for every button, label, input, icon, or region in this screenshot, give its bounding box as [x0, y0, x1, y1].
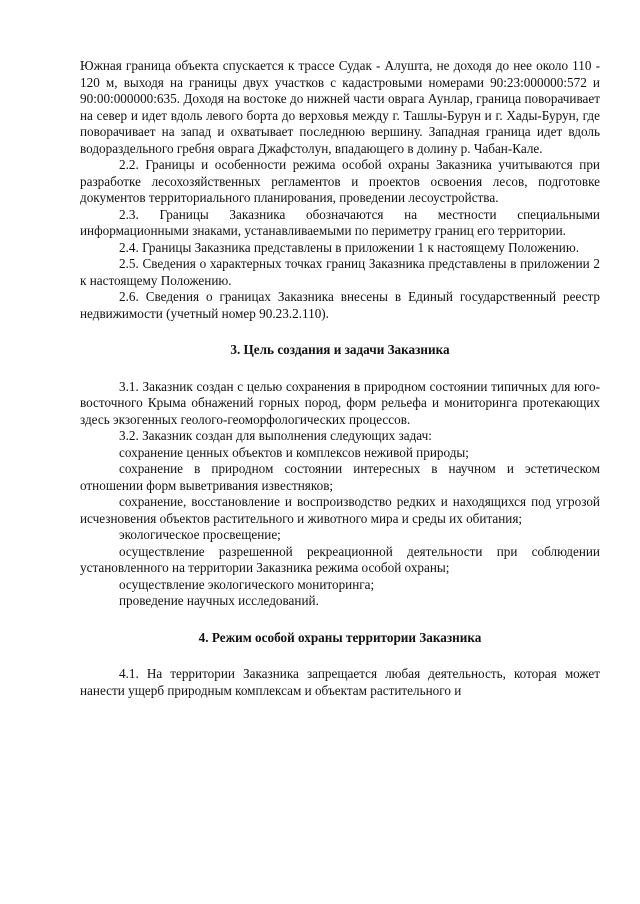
paragraph-3-2: 3.2. Заказник создан для выполнения следующих задач:	[119, 428, 432, 443]
task-item: сохранение ценных объектов и комплексов неживой природы;	[119, 444, 469, 460]
paragraph-3-1: 3.1. Заказник создан с целью сохранения в природном состоянии типичных для юго-восточного Крыма обнажений горных пород, форм рельефа и мониторинга протекающих здесь экзогенных геолого-геоморфологических процессов.	[80, 378, 600, 427]
task-item: сохранение, восстановление и воспроизводство редких и находящихся под угрозой исчезновения объектов растительного и животного мира и среды их обитания;	[80, 494, 600, 526]
task-item: сохранение в природном состоянии интересных в научном и эстетическом отношении форм выветривания известняков;	[80, 461, 600, 493]
section-4-heading: 4. Режим особой охраны территории Заказника	[198, 629, 482, 645]
task-item: экологическое просвещение;	[119, 527, 281, 542]
paragraph-south-boundary: Южная граница объекта спускается к трассе Судак - Алушта, не доходя до нее около 110 - 120 м, выходя на границы двух участков с кадастровыми номерами 90:23:000000:572 и 90:00:000000:635. Доходя на востоке до нижней части оврага Аунлар, граница поворачивает на север и идет вдоль левого борта до верховья между г. Ташлы-Бурун и г. Хады-Бурун, где поворачивает на запад и охватывает последнюю вершину. Западная граница идет вдоль водораздельного гребня оврага Джафстолун, впадающего в долину р. Чабан-Кале.	[80, 58, 600, 156]
paragraph-2-3: 2.3. Границы Заказника обозначаются на местности специальными информационными знаками, устанавливаемыми по периметру границ его территории.	[80, 206, 600, 238]
section-3-heading: 3. Цель создания и задачи Заказника	[230, 342, 450, 357]
paragraph-2-5: 2.5. Сведения о характерных точках границ Заказника представлены в приложении 2 к настоящему Положению.	[80, 256, 600, 288]
paragraph-2-4: 2.4. Границы Заказника представлены в приложении 1 к настоящему Положению.	[119, 239, 580, 255]
task-item: осуществление разрешенной рекреационной деятельности при соблюдении установленного на территории Заказника режима особой охраны;	[80, 543, 600, 575]
paragraph-2-6: 2.6. Сведения о границах Заказника внесены в Единый государственный реестр недвижимости (учетный номер 90.23.2.110).	[80, 289, 600, 321]
task-item: осуществление экологического мониторинга;	[119, 576, 375, 592]
paragraph-2-2: 2.2. Границы и особенности режима особой охраны Заказника учитываются при разработке лесохозяйственных регламентов и проектов освоения лесов, подготовке документов территориального планирования, проведении лесоустройства.	[80, 157, 600, 205]
document-page	[80, 58, 600, 699]
paragraph-4-1: 4.1. На территории Заказника запрещается любая деятельность, которая может нанести ущерб природным комплексам и объектам растительного и	[80, 666, 600, 698]
task-item: проведение научных исследований.	[119, 593, 319, 608]
